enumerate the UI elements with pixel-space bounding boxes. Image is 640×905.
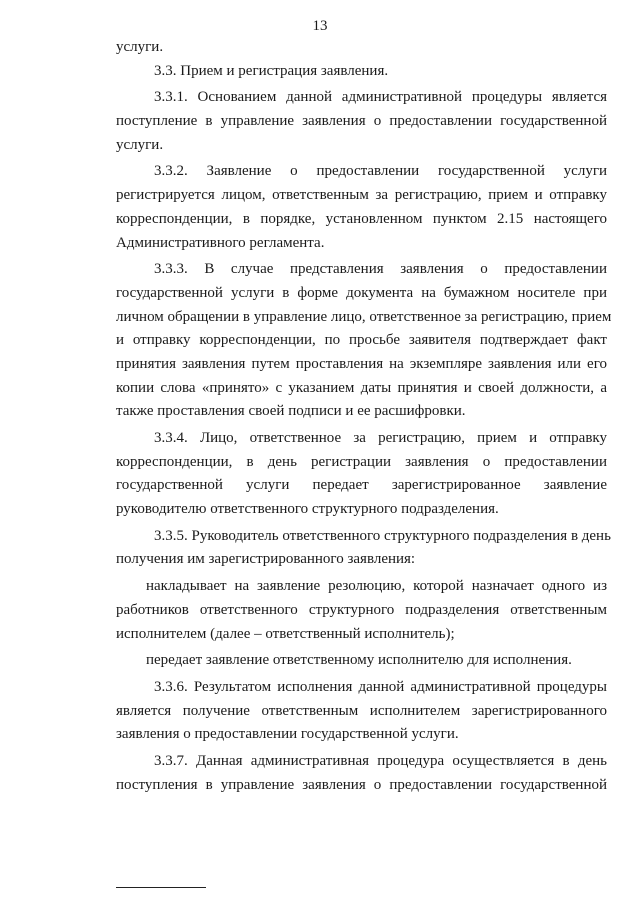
text-line: 3.3.5. Руководитель ответственного структурного подразделения в день [154,527,611,544]
text-line: 3.3.3. В случае представления заявления о предоставлении [154,261,607,278]
text-line: 3.3.1. Основанием данной административной процедуры является [154,89,607,106]
text-line: поступления в управление заявления о предоставлении государственной [116,776,607,793]
text-line: корреспонденции, в день регистрации заявления о предоставлении [116,453,607,470]
text-line: услуги. [116,39,164,55]
text-line: 3.3.2. Заявление о предоставлении государственной услуги [154,163,607,180]
text-line: услуги. [116,136,164,153]
text-line: работников ответственного структурного подразделения ответственным [116,601,607,618]
text-line: исполнителем (далее – ответственный исполнитель); [116,625,455,642]
document-body [116,36,612,797]
page-number: 13 [312,18,328,34]
text-line: 3.3.7. Данная административная процедура осуществляется в день [154,752,607,769]
footnote-rule [116,887,206,888]
text-line: и отправку корреспонденции, по просьбе заявителя подтверждает факт [116,332,607,349]
text-line: государственной услуги передает зарегистрированное заявление [116,477,607,494]
text-line: копии слова «принято» с указанием даты принятия и своей должности, а [116,379,607,396]
text-line: является получение ответственным исполнителем зарегистрированного [116,702,607,719]
text-line: государственной услуги в форме документа на бумажном носителе при [116,284,607,301]
text-line: корреспонденции, в порядке, установленном пунктом 2.15 настоящего [116,210,607,227]
text-line: заявления о предоставлении государственной услуги. [116,726,459,743]
text-line: Административного регламента. [116,234,325,251]
text-line: передает заявление ответственному исполнителю для исполнения. [146,652,572,669]
text-line: личном обращении в управление лицо, ответственное за регистрацию, прием [116,308,612,325]
text-line: поступление в управление заявления о предоставлении государственной [116,113,607,130]
text-line: руководителю ответственного структурного подразделения. [116,501,499,518]
text-line: также проставления своей подписи и ее расшифровки. [116,403,466,420]
text-line: 3.3.6. Результатом исполнения данной административной процедуры [154,678,607,695]
text-line: получения им зарегистрированного заявления: [116,551,416,568]
section-heading: 3.3. Прием и регистрация заявления. [154,62,389,79]
text-line: 3.3.4. Лицо, ответственное за регистрацию, прием и отправку [154,430,607,446]
text-line: принятия заявления путем проставления на экземпляре заявления или его [116,355,607,372]
text-line: регистрируется лицом, ответственным за регистрацию, прием и отправку [116,187,607,204]
text-line: накладывает на заявление резолюцию, которой назначает одного из [146,578,607,595]
